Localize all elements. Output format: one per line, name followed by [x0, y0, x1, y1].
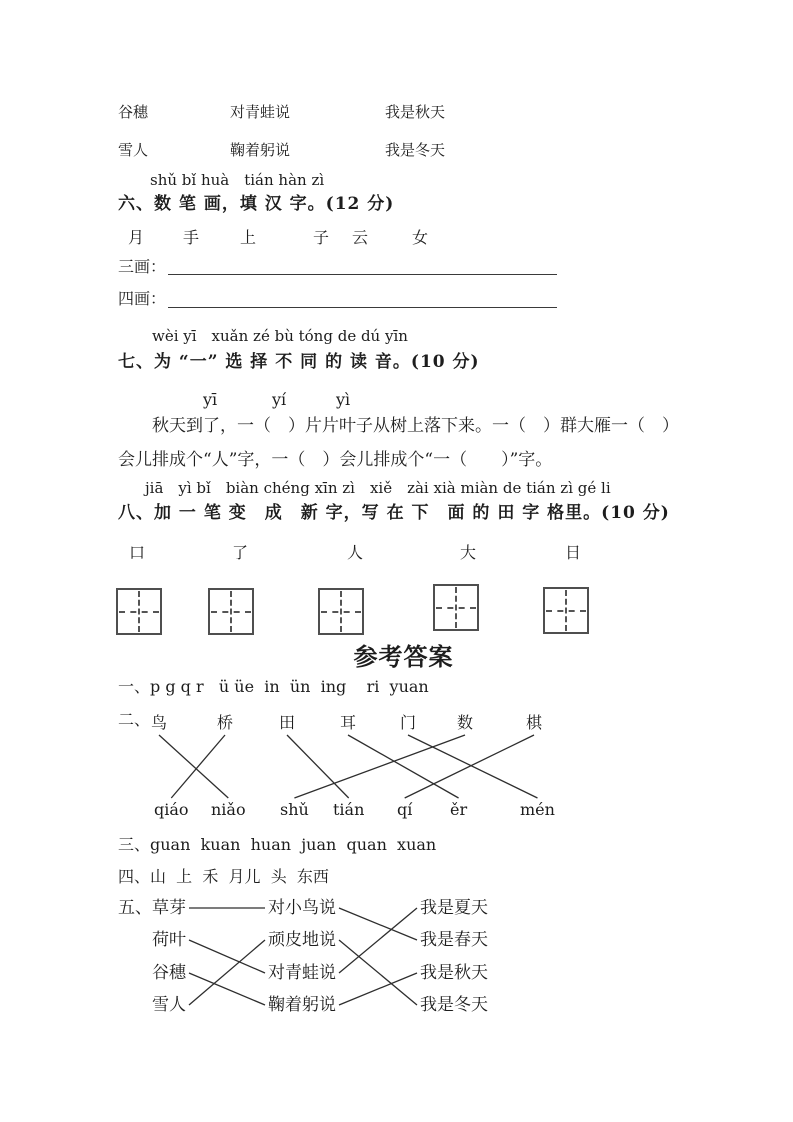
tianzige-grid [208, 588, 254, 635]
character-item: 手 [183, 228, 200, 247]
character-item: 人 [347, 543, 364, 562]
q8-pinyin: jiā yì bǐ biàn chéng xīn zì xiě zài xià miàn de tián zì gé li [145, 479, 611, 497]
answer-two-label: 二、 [118, 710, 151, 729]
answer-five-col1 [152, 898, 242, 1018]
q8-characters-row [0, 540, 793, 560]
match-item: 顽皮地说 [268, 930, 336, 950]
q6-blank-label-1: 三画： [118, 257, 167, 276]
match-item: ěr [450, 800, 468, 819]
q7-tone-yi4: yì [336, 390, 351, 409]
character-item: 口 [129, 543, 146, 562]
character-item: 云 [352, 228, 369, 247]
match-item: 谷穗 [152, 963, 186, 983]
match-item: 门 [400, 713, 417, 732]
q7-heading: 七、为 “一” 选 择 不 同 的 读 音。(10 分) [118, 352, 480, 372]
character-item: 大 [460, 543, 477, 562]
character-item: 了 [232, 543, 249, 562]
character-item: 上 [240, 228, 257, 247]
match-item: 荷叶 [152, 930, 186, 950]
q5tail-row1-left: 谷穗 [118, 103, 149, 121]
match-item: 雪人 [152, 995, 186, 1015]
answer-blank-line [168, 274, 557, 275]
answer-four-line: 四、山 上 禾 月儿 头 东西 [118, 867, 329, 886]
q6-characters-row [0, 225, 793, 245]
q7-tone-yi2: yí [272, 390, 287, 409]
answer-five-col3 [420, 898, 510, 1018]
q8-heading: 八、加 一 笔 变 成 新 字，写 在 下 面 的 田 字 格里。(10 分) [118, 503, 670, 523]
answer-two-top-row [0, 710, 793, 730]
match-item: mén [520, 800, 555, 819]
q6-heading: 六、数 笔 画，填 汉 字。(12 分) [118, 194, 395, 214]
match-item: shǔ [280, 800, 309, 819]
match-item: 对小鸟说 [268, 898, 336, 918]
q7-sentence-line2: 会儿排成个“人”字，一（ ）会儿排成个“一（ ）”字。 [118, 450, 553, 470]
match-item: 田 [279, 713, 296, 732]
q6-pinyin: shǔ bǐ huà tián hàn zì [150, 171, 325, 189]
tianzige-grid [543, 587, 589, 634]
match-item: 我是春天 [420, 930, 488, 950]
match-item: 数 [457, 713, 474, 732]
match-item: 桥 [217, 713, 234, 732]
q7-pinyin: wèi yī xuǎn zé bù tóng de dú yīn [152, 327, 408, 345]
match-item: 草芽 [152, 898, 186, 918]
match-item: tián [333, 800, 365, 819]
match-item: 鸟 [151, 713, 168, 732]
answer-five-col2 [268, 898, 358, 1018]
q5tail-row1-middle: 对青蛙说 [230, 103, 291, 121]
match-item: qiáo [154, 800, 189, 819]
answer-one-line: 一、p g q r ü üe in ün ing ri yuan [118, 677, 429, 696]
match-item: niǎo [211, 800, 246, 819]
answer-two-bottom-row [0, 800, 793, 820]
tianzige-grid [318, 588, 364, 635]
q5tail-row2-left: 雪人 [118, 141, 149, 159]
match-item: 我是冬天 [420, 995, 488, 1015]
answer-blank-line [168, 307, 557, 308]
answer-key-title: 参考答案 [353, 642, 454, 671]
q7-tone-yi1: yī [203, 390, 218, 409]
q5tail-row1-right: 我是秋天 [385, 103, 446, 121]
match-item: 对青蛙说 [268, 963, 336, 983]
character-item: 子 [313, 228, 330, 247]
character-item: 月 [128, 228, 145, 247]
match-item: 我是秋天 [420, 963, 488, 983]
match-item: 我是夏天 [420, 898, 488, 918]
character-item: 女 [412, 228, 429, 247]
q7-sentence-line1: 秋天到了，一（ ）片片叶子从树上落下来。一（ ）群大雁一（ ） [152, 416, 679, 436]
q5tail-row2-right: 我是冬天 [385, 141, 446, 159]
match-item: 棋 [526, 713, 543, 732]
match-item: qí [397, 800, 413, 819]
tianzige-grid [433, 584, 479, 631]
q5tail-row2-middle: 鞠着躬说 [230, 141, 291, 159]
answer-three-line: 三、guan kuan huan juan quan xuan [118, 835, 437, 854]
tianzige-grid [116, 588, 162, 635]
match-item: 鞠着躬说 [268, 995, 336, 1015]
answer-five-label: 五、 [118, 898, 152, 918]
character-item: 日 [565, 543, 582, 562]
match-item: 耳 [340, 713, 357, 732]
q6-blank-label-2: 四画： [118, 289, 167, 308]
